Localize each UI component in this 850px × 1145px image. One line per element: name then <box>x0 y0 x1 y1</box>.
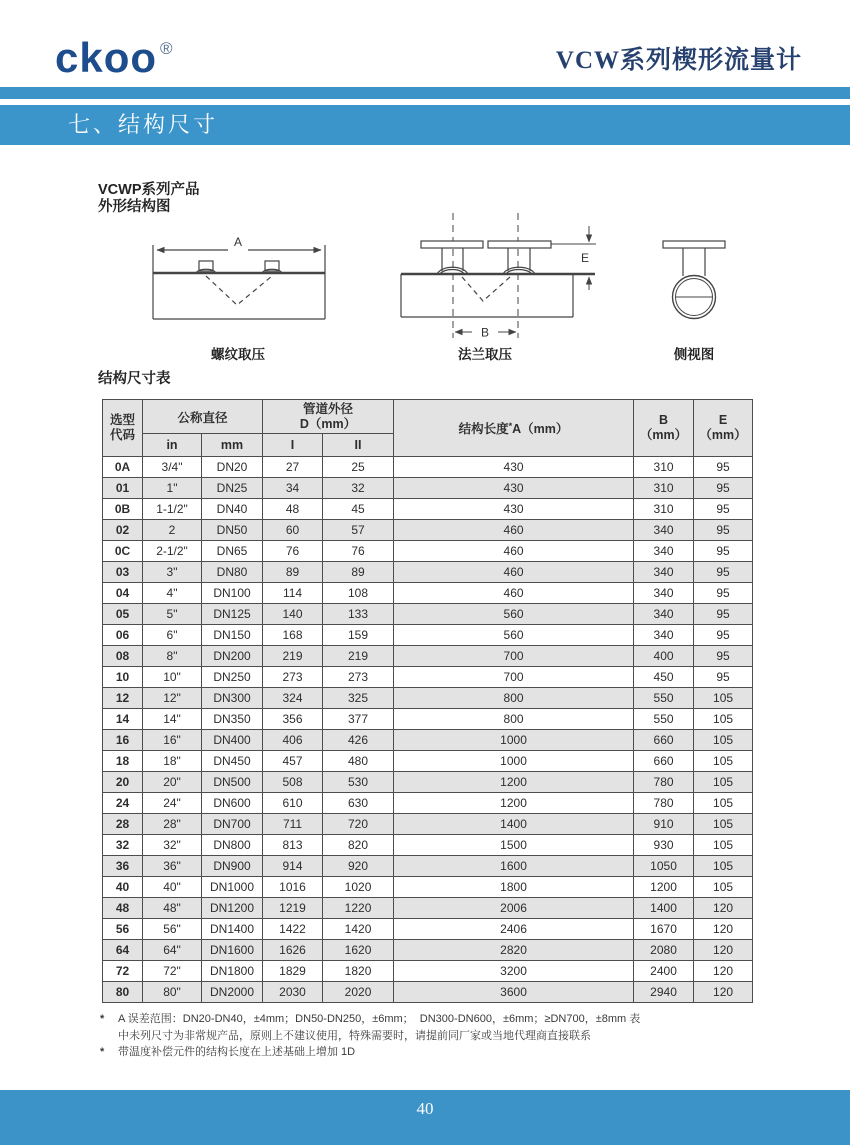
table-cell: 105 <box>694 814 753 835</box>
table-cell: 1620 <box>323 940 394 961</box>
footnote-1-text <box>118 1011 640 1044</box>
cell-selection-code: 08 <box>103 646 143 667</box>
table-cell: 32" <box>143 835 202 856</box>
cell-selection-code: 06 <box>103 625 143 646</box>
table-cell: DN900 <box>202 856 263 877</box>
table-row <box>103 457 753 478</box>
table-cell: 720 <box>323 814 394 835</box>
table-row <box>103 709 753 730</box>
dim-label-e: E <box>580 251 590 265</box>
col-header-b <box>634 400 694 457</box>
table-cell: 28" <box>143 814 202 835</box>
table-cell: DN150 <box>202 625 263 646</box>
table-cell: 1800 <box>394 877 634 898</box>
table-row <box>103 919 753 940</box>
col-header-pipe-od <box>263 400 394 434</box>
table-cell: 120 <box>694 982 753 1003</box>
table-row <box>103 877 753 898</box>
table-row <box>103 982 753 1003</box>
cell-selection-code: 05 <box>103 604 143 625</box>
cell-selection-code: 04 <box>103 583 143 604</box>
cell-selection-code: 0B <box>103 499 143 520</box>
table-cell: 700 <box>394 646 634 667</box>
table-cell: 105 <box>694 709 753 730</box>
table-cell: 450 <box>634 667 694 688</box>
footnotes <box>100 1011 760 1061</box>
table-cell: 2006 <box>394 898 634 919</box>
table-cell: 430 <box>394 457 634 478</box>
table-cell: 140 <box>263 604 323 625</box>
table-cell: 406 <box>263 730 323 751</box>
footnote-1-line1: A 误差范围：DN20-DN40，±4mm；DN50-DN250，±6mm； DN300-DN600，±6mm；≥DN700，±8mm 表 <box>118 1013 641 1025</box>
table-cell: 1220 <box>323 898 394 919</box>
table-cell: 89 <box>323 562 394 583</box>
cell-selection-code: 12 <box>103 688 143 709</box>
col-header-structure-length-star: * <box>508 421 513 431</box>
section-title-banner <box>0 105 850 145</box>
cell-selection-code: 56 <box>103 919 143 940</box>
table-cell: 400 <box>634 646 694 667</box>
table-cell: 133 <box>323 604 394 625</box>
table-cell: 660 <box>634 730 694 751</box>
table-cell: 340 <box>634 520 694 541</box>
col-header-structure-length-text: 结构长度 <box>458 422 509 436</box>
section-title: 七、结构尺寸 <box>68 112 219 137</box>
cell-selection-code: 32 <box>103 835 143 856</box>
table-cell: 105 <box>694 835 753 856</box>
page-number: 40 <box>416 1099 434 1118</box>
table-cell: 4" <box>143 583 202 604</box>
table-cell: 108 <box>323 583 394 604</box>
table-row <box>103 961 753 982</box>
table-cell: 1020 <box>323 877 394 898</box>
table-cell: DN40 <box>202 499 263 520</box>
table-cell: DN800 <box>202 835 263 856</box>
table-cell: 273 <box>323 667 394 688</box>
table-cell: 2 <box>143 520 202 541</box>
table-cell: 3600 <box>394 982 634 1003</box>
table-cell: 18" <box>143 751 202 772</box>
table-cell: DN700 <box>202 814 263 835</box>
table-cell: 40" <box>143 877 202 898</box>
table-cell: 560 <box>394 625 634 646</box>
table-cell: 14" <box>143 709 202 730</box>
table-row <box>103 562 753 583</box>
table-cell: 2020 <box>323 982 394 1003</box>
table-cell: 550 <box>634 709 694 730</box>
brand-logo-text: ckoo <box>55 34 158 81</box>
table-cell: 1000 <box>394 751 634 772</box>
table-cell: 95 <box>694 604 753 625</box>
footnote-2-marker: * <box>100 1046 105 1058</box>
table-cell: 114 <box>263 583 323 604</box>
table-cell: 6" <box>143 625 202 646</box>
table-cell: 273 <box>263 667 323 688</box>
table-cell: 2030 <box>263 982 323 1003</box>
table-cell: DN450 <box>202 751 263 772</box>
table-cell: 168 <box>263 625 323 646</box>
table-cell: 56" <box>143 919 202 940</box>
table-cell: 24" <box>143 793 202 814</box>
table-cell: 700 <box>394 667 634 688</box>
cell-selection-code: 02 <box>103 520 143 541</box>
table-cell: 426 <box>323 730 394 751</box>
cell-selection-code: 14 <box>103 709 143 730</box>
table-cell: 105 <box>694 730 753 751</box>
table-cell: 76 <box>323 541 394 562</box>
cell-selection-code: 28 <box>103 814 143 835</box>
table-row <box>103 583 753 604</box>
table-cell: 1-1/2" <box>143 499 202 520</box>
table-cell: 64" <box>143 940 202 961</box>
table-cell: 159 <box>323 625 394 646</box>
table-cell: 95 <box>694 667 753 688</box>
table-cell: DN300 <box>202 688 263 709</box>
table-cell: 1200 <box>394 793 634 814</box>
cell-selection-code: 40 <box>103 877 143 898</box>
col-header-code-line1: 选型 <box>109 413 135 427</box>
table-caption: 结构尺寸表 <box>98 371 171 387</box>
table-cell: DN250 <box>202 667 263 688</box>
table-row <box>103 478 753 499</box>
table-cell: 76 <box>263 541 323 562</box>
table-header-row-1 <box>103 400 753 434</box>
cell-selection-code: 16 <box>103 730 143 751</box>
table-cell: 1626 <box>263 940 323 961</box>
table-cell: 48" <box>143 898 202 919</box>
table-cell: 910 <box>634 814 694 835</box>
table-cell: 630 <box>323 793 394 814</box>
cell-selection-code: 03 <box>103 562 143 583</box>
table-cell: 95 <box>694 457 753 478</box>
table-cell: 1422 <box>263 919 323 940</box>
table-row <box>103 898 753 919</box>
table-cell: 45 <box>323 499 394 520</box>
table-cell: 3/4" <box>143 457 202 478</box>
table-cell: DN1600 <box>202 940 263 961</box>
cell-selection-code: 80 <box>103 982 143 1003</box>
table-cell: 95 <box>694 583 753 604</box>
table-row <box>103 751 753 772</box>
table-row <box>103 667 753 688</box>
table-cell: 105 <box>694 856 753 877</box>
table-row <box>103 940 753 961</box>
table-cell: 120 <box>694 940 753 961</box>
table-cell: 36" <box>143 856 202 877</box>
table-cell: 356 <box>263 709 323 730</box>
table-cell: 930 <box>634 835 694 856</box>
table-cell: 16" <box>143 730 202 751</box>
table-cell: 20" <box>143 772 202 793</box>
cell-selection-code: 24 <box>103 793 143 814</box>
table-cell: 325 <box>323 688 394 709</box>
cell-selection-code: 10 <box>103 667 143 688</box>
table-cell: 800 <box>394 688 634 709</box>
table-cell: 550 <box>634 688 694 709</box>
table-row <box>103 688 753 709</box>
table-cell: 813 <box>263 835 323 856</box>
footnote-2-text: 带温度补偿元件的结构长度在上述基础上增加 1D <box>118 1046 356 1058</box>
flange-tapping-drawing <box>401 213 596 338</box>
footnote-1 <box>100 1011 760 1044</box>
table-cell: 1219 <box>263 898 323 919</box>
table-row <box>103 499 753 520</box>
table-cell: 12" <box>143 688 202 709</box>
table-cell: 25 <box>323 457 394 478</box>
table-cell: 10" <box>143 667 202 688</box>
table-cell: 1050 <box>634 856 694 877</box>
table-cell: 508 <box>263 772 323 793</box>
table-cell: 340 <box>634 604 694 625</box>
table-cell: 105 <box>694 688 753 709</box>
brand-logo <box>55 26 174 81</box>
col-header-e-line1: E <box>718 413 728 427</box>
table-cell: 95 <box>694 499 753 520</box>
table-cell: 120 <box>694 898 753 919</box>
table-row <box>103 772 753 793</box>
col-header-e <box>694 400 753 457</box>
table-cell: 120 <box>694 961 753 982</box>
table-cell: 820 <box>323 835 394 856</box>
table-cell: DN2000 <box>202 982 263 1003</box>
figure-caption-line2: 外形结构图 <box>98 199 171 215</box>
col-header-code-line2: 代码 <box>109 428 135 442</box>
col-header-pipe-od-line1: 管道外径 <box>303 401 354 416</box>
table-cell: 1016 <box>263 877 323 898</box>
table-cell: 310 <box>634 499 694 520</box>
table-row <box>103 520 753 541</box>
table-cell: 377 <box>323 709 394 730</box>
table-cell: DN400 <box>202 730 263 751</box>
cell-selection-code: 0C <box>103 541 143 562</box>
table-cell: 1500 <box>394 835 634 856</box>
subcol-header-od1: I <box>263 434 323 457</box>
table-cell: DN125 <box>202 604 263 625</box>
table-cell: 95 <box>694 520 753 541</box>
table-cell: 660 <box>634 751 694 772</box>
table-cell: 780 <box>634 793 694 814</box>
table-cell: 3200 <box>394 961 634 982</box>
table-cell: 219 <box>323 646 394 667</box>
table-cell: 2940 <box>634 982 694 1003</box>
cell-selection-code: 20 <box>103 772 143 793</box>
table-row <box>103 835 753 856</box>
table-row <box>103 604 753 625</box>
cell-selection-code: 72 <box>103 961 143 982</box>
table-cell: 5" <box>143 604 202 625</box>
table-cell: 480 <box>323 751 394 772</box>
table-cell: 57 <box>323 520 394 541</box>
table-cell: 95 <box>694 562 753 583</box>
table-row <box>103 730 753 751</box>
table-cell: 340 <box>634 583 694 604</box>
table-cell: 2400 <box>634 961 694 982</box>
table-cell: 34 <box>263 478 323 499</box>
table-cell: DN65 <box>202 541 263 562</box>
col-header-pipe-od-line2: D（mm） <box>299 416 357 431</box>
col-header-structure-length-unit: A（mm） <box>512 422 569 436</box>
table-cell: DN350 <box>202 709 263 730</box>
table-cell: 2406 <box>394 919 634 940</box>
table-cell: DN1800 <box>202 961 263 982</box>
table-cell: 1600 <box>394 856 634 877</box>
table-cell: 340 <box>634 562 694 583</box>
table-cell: 1" <box>143 478 202 499</box>
table-cell: 920 <box>323 856 394 877</box>
cell-selection-code: 0A <box>103 457 143 478</box>
table-cell: 105 <box>694 772 753 793</box>
table-cell: 120 <box>694 919 753 940</box>
col-header-b-line1: B <box>659 413 669 427</box>
table-cell: 105 <box>694 751 753 772</box>
table-cell: 560 <box>394 604 634 625</box>
table-cell: 1200 <box>634 877 694 898</box>
footnote-1-line2: 中未列尺寸为非常规产品，原则上不建议使用，特殊需要时，请提前同厂家或当地代理商直接联系 <box>118 1029 591 1042</box>
table-row <box>103 625 753 646</box>
subcol-header-od2: II <box>323 434 394 457</box>
table-cell: 3" <box>143 562 202 583</box>
table-cell: 48 <box>263 499 323 520</box>
table-cell: 457 <box>263 751 323 772</box>
table-cell: 32 <box>323 478 394 499</box>
threaded-tapping-label: 螺纹取压 <box>211 347 265 362</box>
table-cell: 430 <box>394 478 634 499</box>
table-cell: 340 <box>634 541 694 562</box>
dim-label-a: A <box>233 235 243 249</box>
table-cell: DN50 <box>202 520 263 541</box>
table-cell: DN1400 <box>202 919 263 940</box>
table-cell: 89 <box>263 562 323 583</box>
table-cell: 324 <box>263 688 323 709</box>
table-cell: 95 <box>694 646 753 667</box>
subcol-header-mm: mm <box>202 434 263 457</box>
cell-selection-code: 01 <box>103 478 143 499</box>
table-cell: 780 <box>634 772 694 793</box>
table-cell: 310 <box>634 457 694 478</box>
table-cell: 610 <box>263 793 323 814</box>
table-cell: 95 <box>694 541 753 562</box>
table-cell: 2820 <box>394 940 634 961</box>
table-cell: 1200 <box>394 772 634 793</box>
table-row <box>103 541 753 562</box>
table-cell: 1400 <box>634 898 694 919</box>
table-cell: DN25 <box>202 478 263 499</box>
table-row <box>103 814 753 835</box>
footnote-2 <box>100 1044 760 1061</box>
table-cell: DN80 <box>202 562 263 583</box>
table-cell: 460 <box>394 583 634 604</box>
table-cell: 1400 <box>394 814 634 835</box>
table-cell: 2080 <box>634 940 694 961</box>
cell-selection-code: 18 <box>103 751 143 772</box>
footnote-1-marker: * <box>100 1013 105 1025</box>
table-cell: DN20 <box>202 457 263 478</box>
table-cell: 1000 <box>394 730 634 751</box>
cell-selection-code: 48 <box>103 898 143 919</box>
table-cell: 914 <box>263 856 323 877</box>
table-row <box>103 646 753 667</box>
cell-selection-code: 36 <box>103 856 143 877</box>
col-header-e-line2: （mm） <box>699 428 747 442</box>
table-cell: 310 <box>634 478 694 499</box>
threaded-tapping-drawing <box>153 245 325 319</box>
table-cell: 27 <box>263 457 323 478</box>
col-header-b-line2: （mm） <box>639 428 688 442</box>
dim-label-b: B <box>480 325 490 340</box>
registered-trademark-icon: ® <box>160 39 174 58</box>
table-cell: 60 <box>263 520 323 541</box>
table-cell: 95 <box>694 478 753 499</box>
col-header-structure-length <box>394 400 634 457</box>
table-cell: 105 <box>694 793 753 814</box>
table-cell: 460 <box>394 520 634 541</box>
header-divider-bar <box>0 87 850 99</box>
table-cell: 8" <box>143 646 202 667</box>
table-cell: 105 <box>694 877 753 898</box>
table-cell: DN200 <box>202 646 263 667</box>
table-cell: 430 <box>394 499 634 520</box>
flange-tapping-label: 法兰取压 <box>458 347 512 362</box>
table-cell: 1420 <box>323 919 394 940</box>
cell-selection-code: 64 <box>103 940 143 961</box>
table-row <box>103 793 753 814</box>
table-row <box>103 856 753 877</box>
table-cell: DN1000 <box>202 877 263 898</box>
table-cell: 1670 <box>634 919 694 940</box>
table-cell: 1829 <box>263 961 323 982</box>
col-header-code <box>103 400 143 457</box>
table-cell: 72" <box>143 961 202 982</box>
figure-caption-line1: VCWP系列产品 <box>98 182 200 198</box>
document-title: VCW系列楔形流量计 <box>555 47 802 74</box>
table-body <box>103 457 753 1003</box>
table-cell: 95 <box>694 625 753 646</box>
table-cell: 2-1/2" <box>143 541 202 562</box>
table-cell: 219 <box>263 646 323 667</box>
table-cell: 340 <box>634 625 694 646</box>
page-footer <box>0 1090 850 1145</box>
dimension-table <box>102 399 753 1003</box>
col-header-nominal-diameter: 公称直径 <box>143 400 263 434</box>
table-cell: DN600 <box>202 793 263 814</box>
table-cell: 1820 <box>323 961 394 982</box>
subcol-header-inch: in <box>143 434 202 457</box>
table-cell: 711 <box>263 814 323 835</box>
table-cell: DN500 <box>202 772 263 793</box>
table-cell: DN1200 <box>202 898 263 919</box>
table-cell: 530 <box>323 772 394 793</box>
table-cell: 460 <box>394 562 634 583</box>
table-cell: 460 <box>394 541 634 562</box>
table-cell: DN100 <box>202 583 263 604</box>
side-view-drawing <box>663 241 725 319</box>
table-cell: 80" <box>143 982 202 1003</box>
side-view-label: 侧视图 <box>673 347 715 362</box>
table-cell: 800 <box>394 709 634 730</box>
